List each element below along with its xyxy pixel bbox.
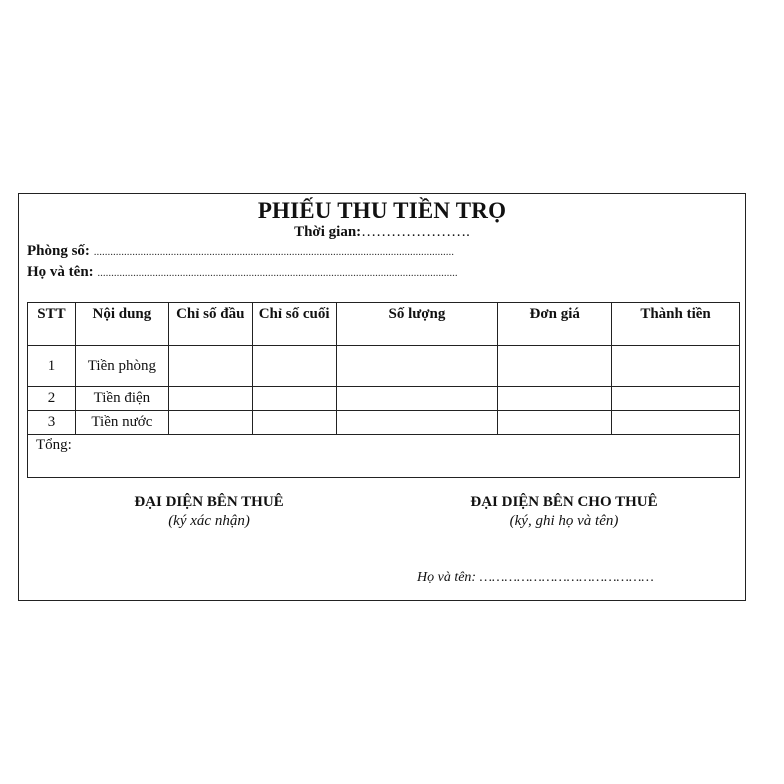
form-title: PHIẾU THU TIỀN TRỌ	[257, 198, 507, 223]
cell-empty	[612, 387, 740, 411]
cell-empty	[612, 411, 740, 435]
cell-empty	[498, 411, 612, 435]
time-line	[19, 224, 745, 241]
cell-empty	[336, 346, 498, 387]
table-row	[28, 411, 740, 435]
landlord-name-line	[417, 570, 654, 586]
total-row	[28, 435, 740, 478]
landlord-name-dots: ……………………………………	[479, 570, 654, 585]
header-quantity: Số lượng	[336, 303, 498, 346]
cell-empty	[612, 346, 740, 387]
row-stt: 3	[28, 411, 76, 435]
cell-empty	[498, 346, 612, 387]
row-stt: 2	[28, 387, 76, 411]
header-row	[28, 303, 740, 346]
cell-empty	[168, 346, 252, 387]
landlord-hint: (ký, ghi họ và tên)	[509, 513, 619, 529]
table-row	[28, 346, 740, 387]
name-dots: ...................................................................................................................................	[97, 267, 458, 279]
cell-empty	[252, 346, 336, 387]
cell-empty	[168, 387, 252, 411]
cell-empty	[336, 387, 498, 411]
cell-empty	[168, 411, 252, 435]
name-label: Họ và tên:	[27, 264, 94, 280]
header-stt: STT	[28, 303, 76, 346]
tenant-signature	[79, 494, 339, 530]
tenant-hint: (ký xác nhận)	[168, 513, 250, 529]
table-row	[28, 387, 740, 411]
header-amount: Thành tiền	[612, 303, 740, 346]
name-field	[27, 264, 458, 281]
landlord-signature	[429, 494, 699, 530]
receipt-form	[18, 193, 746, 601]
header-unit-price: Đơn giá	[498, 303, 612, 346]
cell-empty	[336, 411, 498, 435]
row-content: Tiền điện	[75, 387, 168, 411]
landlord-role: ĐẠI DIỆN BÊN CHO THUÊ	[470, 494, 658, 510]
header-end-reading: Chỉ số cuối	[252, 303, 336, 346]
room-label: Phòng số:	[27, 243, 90, 259]
time-dots: ………………….	[361, 224, 470, 240]
total-label: Tổng:	[28, 435, 740, 478]
room-dots: ...................................................................................................................................	[93, 246, 454, 258]
cell-empty	[252, 411, 336, 435]
cell-empty	[252, 387, 336, 411]
room-field	[27, 243, 454, 260]
header-start-reading: Chỉ số đầu	[168, 303, 252, 346]
tenant-role: ĐẠI DIỆN BÊN THUÊ	[134, 494, 284, 510]
row-content: Tiền phòng	[75, 346, 168, 387]
landlord-name-label: Họ và tên:	[417, 570, 477, 585]
header-content: Nội dung	[75, 303, 168, 346]
time-label: Thời gian:	[294, 224, 362, 240]
row-stt: 1	[28, 346, 76, 387]
fee-table	[27, 302, 740, 478]
cell-empty	[498, 387, 612, 411]
row-content: Tiền nước	[75, 411, 168, 435]
